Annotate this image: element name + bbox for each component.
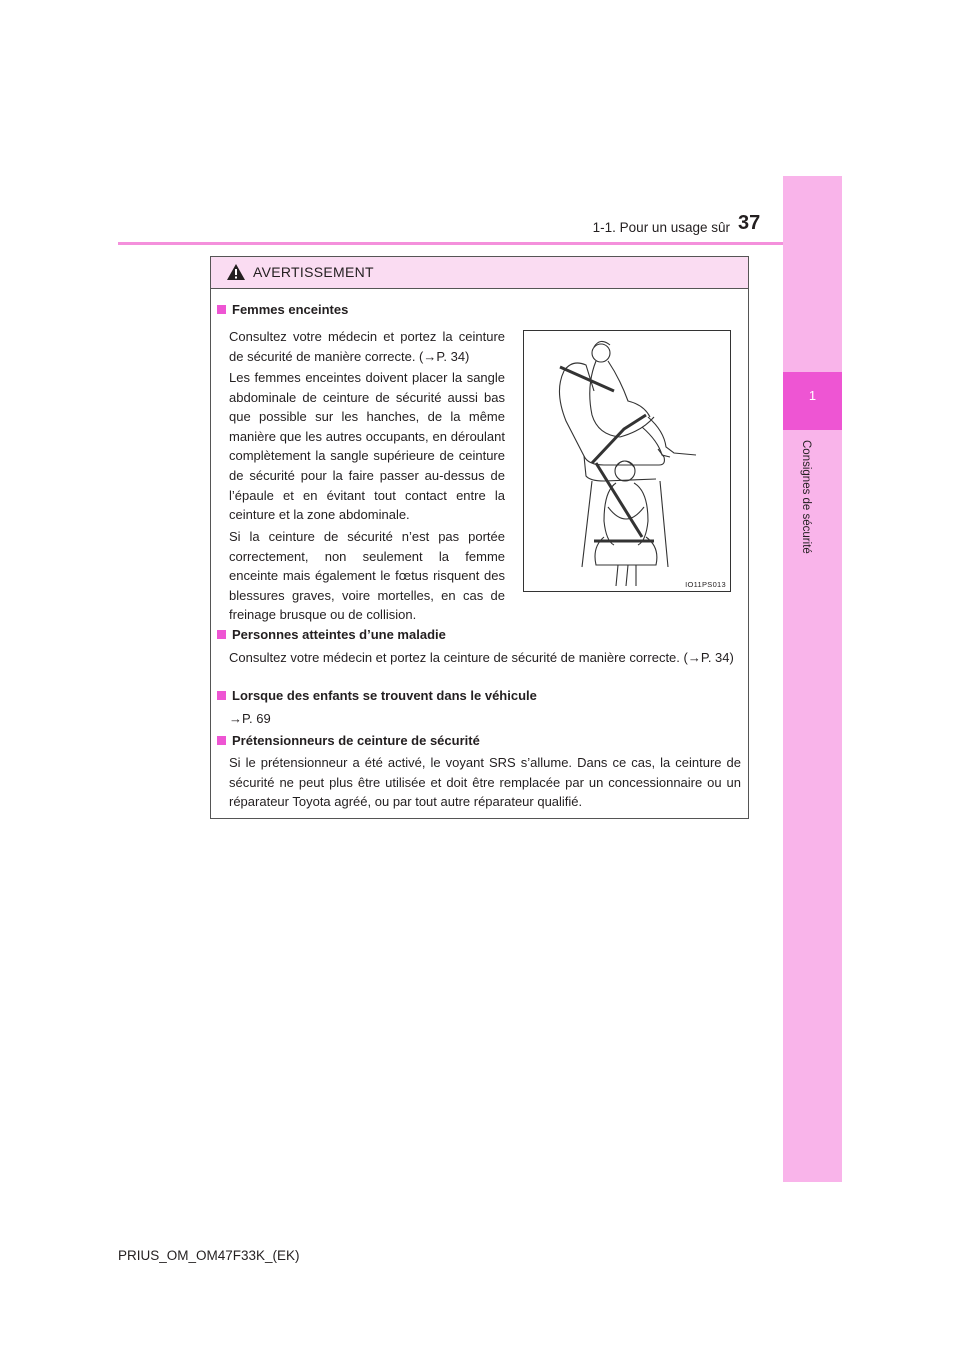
square-bullet-icon [217, 305, 226, 314]
paragraph: Consultez votre médecin et portez la ceinture de sécurité de manière correcte. (→P. 34) [229, 329, 505, 364]
paragraph: Si le prétensionneur a été activé, le voyant SRS s’allume. Dans ce cas, la ceinture de sécurité ne peut plus être utilisée et doit être remplacée par un concessionnaire ou un réparateur Toyota agréé, ou par tout autre réparateur qualifié. [229, 755, 741, 810]
warning-box [210, 256, 749, 819]
section-heading-text: Lorsque des enfants se trouvent dans le véhicule [232, 688, 537, 703]
chapter-side-label: Consignes de sécurité [800, 440, 812, 554]
square-bullet-icon [217, 691, 226, 700]
paragraph: Si la ceinture de sécurité n’est pas portée correctement, non seulement la femme enceinte mais également le fœtus risquent des blessures graves, voire mortelles, en cas de freinage brusque ou de collision. [229, 529, 505, 623]
section-heading-text: Femmes enceintes [232, 302, 349, 317]
header-rule [118, 242, 783, 245]
chapter-number: 1 [808, 388, 817, 403]
chapter-side-tab [783, 176, 842, 1182]
warning-header [211, 257, 748, 289]
pregnant-seated-figures-icon [524, 331, 730, 591]
document-id: PRIUS_OM_OM47F33K_(EK) [118, 1248, 300, 1263]
illustration-code: IO11PS013 [685, 580, 726, 589]
section-heading-pregnant [217, 302, 348, 317]
section-title: 1-1. Pour un usage sûr [592, 220, 730, 235]
chapter-number-block [783, 372, 842, 430]
seatbelt-illustration [523, 330, 731, 592]
section-heading-children [217, 688, 537, 703]
page-number: 37 [738, 212, 761, 234]
paragraph: Consultez votre médecin et portez la ceinture de sécurité de manière correcte. (→P. 34) [229, 650, 734, 665]
section-heading-text: Personnes atteintes d’une maladie [232, 627, 446, 642]
warning-triangle-icon [226, 263, 246, 281]
page-reference-link[interactable]: →P. 69 [229, 711, 271, 726]
paragraph: Les femmes enceintes doivent placer la sangle abdominale de ceinture de sécurité aussi bas que possible sur les hanches, de la même manière que les autres occupants, en déroulant complètement la sangle supérieure de ceinture de sécurité pour la faire passer au-dessus de l’épaule et en évitant tout contact entre la ceinture et la zone abdominale. [229, 370, 505, 523]
section-heading-pretensioners [217, 733, 480, 748]
warning-title: AVERTISSEMENT [253, 264, 374, 280]
section-heading-text: Prétensionneurs de ceinture de sécurité [232, 733, 480, 748]
square-bullet-icon [217, 736, 226, 745]
square-bullet-icon [217, 630, 226, 639]
section-heading-illness [217, 627, 446, 642]
